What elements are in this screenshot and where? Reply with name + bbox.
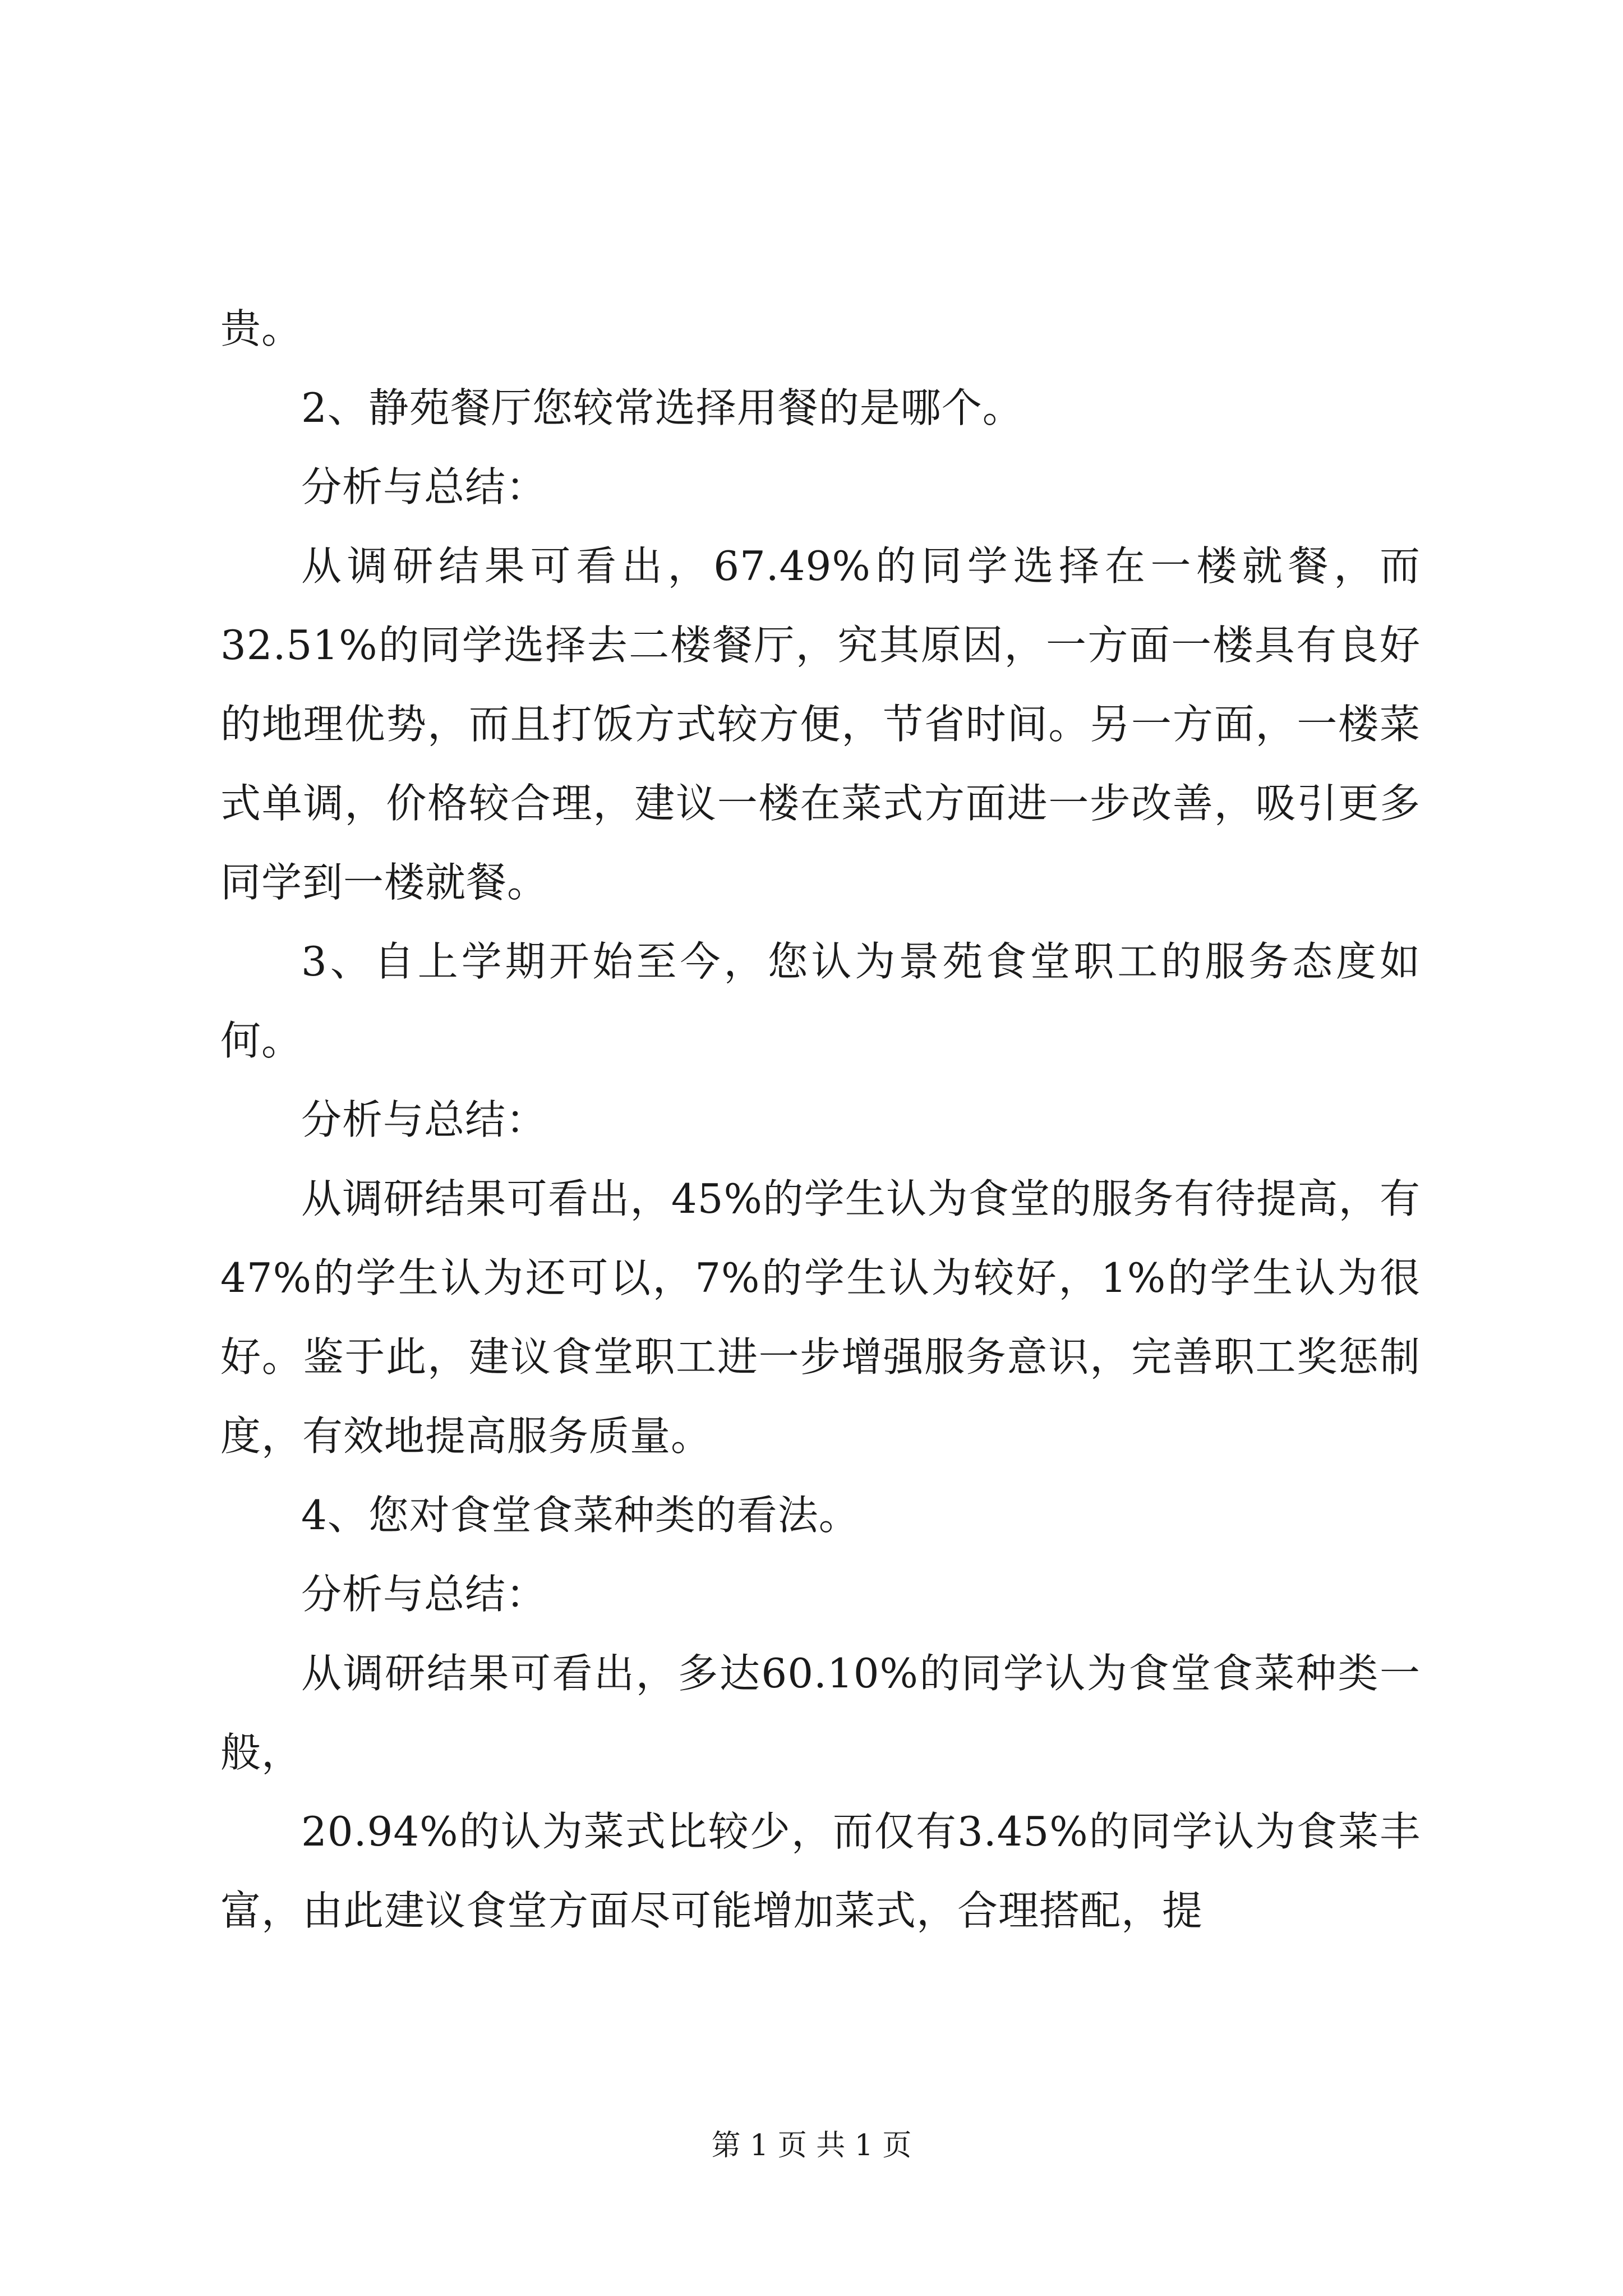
analysis-paragraph-1: 从调研结果可看出，67.49%的同学选择在一楼就餐，而32.51%的同学选择去二楼餐厅，究其原因，一方面一楼具有良好的地理优势，而且打饭方式较方便，节省时间。另一方面，一楼菜式单调，价格较合理，建议一楼在菜式方面进一步改善，吸引更多同学到一楼就餐。 bbox=[220, 542, 1421, 906]
question-2-heading: 2、静苑餐厅您较常选择用餐的是哪个。 bbox=[301, 384, 1023, 431]
document-body bbox=[220, 289, 1421, 1950]
analysis-label-2: 分析与总结： bbox=[301, 1096, 547, 1143]
analysis-label-1: 分析与总结： bbox=[301, 463, 547, 510]
paragraph-continuation: 贵。 bbox=[220, 305, 303, 352]
analysis-paragraph-4: 20.94%的认为菜式比较少，而仅有3.45%的同学认为食菜丰富，由此建议食堂方面尽可能增加菜式，合理搭配，提 bbox=[220, 1808, 1421, 1934]
question-3-heading: 3、自上学期开始至今，您认为景苑食堂职工的服务态度如何。 bbox=[220, 938, 1421, 1064]
analysis-paragraph-3: 从调研结果可看出，多达60.10%的同学认为食堂食菜种类一般， bbox=[220, 1650, 1421, 1776]
analysis-paragraph-2: 从调研结果可看出，45%的学生认为食堂的服务有待提高，有47%的学生认为还可以，7%的学生认为较好，1%的学生认为很好。鉴于此，建议食堂职工进一步增强服务意识，完善职工奖惩制度，有效地提高服务质量。 bbox=[220, 1175, 1421, 1460]
question-4-heading: 4、您对食堂食菜种类的看法。 bbox=[301, 1492, 860, 1539]
page-footer: 第 1 页 共 1 页 bbox=[711, 2129, 912, 2162]
analysis-label-3: 分析与总结： bbox=[301, 1571, 547, 1618]
